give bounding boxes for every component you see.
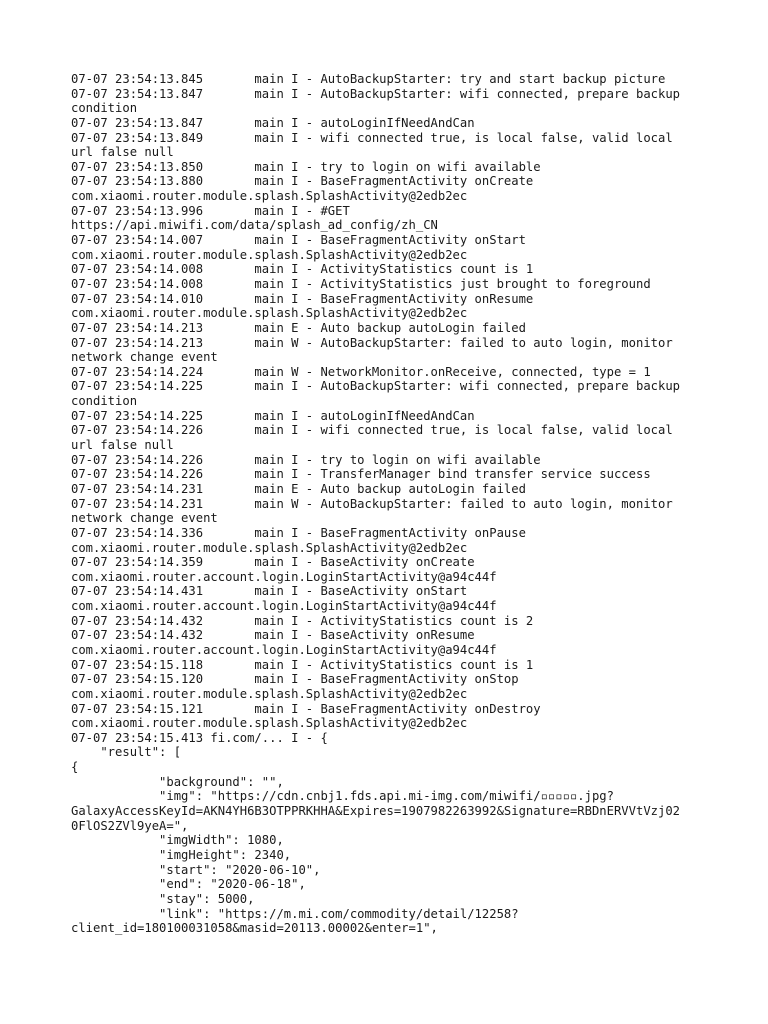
log-line: com.xiaomi.router.module.splash.SplashActivity@2edb2ec bbox=[71, 686, 468, 701]
log-line: "start": "2020-06-10", bbox=[71, 862, 321, 877]
log-line: 07-07 23:54:13.847 main I - autoLoginIfNeedAndCan bbox=[71, 115, 475, 130]
log-line: "imgHeight": 2340, bbox=[71, 847, 292, 862]
log-line: com.xiaomi.router.module.splash.SplashActivity@2edb2ec bbox=[71, 716, 468, 731]
log-line: 07-07 23:54:15.118 main I - ActivityStatistics count is 1 bbox=[71, 657, 534, 672]
log-line: 07-07 23:54:15.413 fi.com/... I - { bbox=[71, 730, 328, 745]
log-line: 07-07 23:54:14.213 main E - Auto backup autoLogin failed bbox=[71, 320, 526, 335]
log-line: com.xiaomi.router.module.splash.SplashActivity@2edb2ec bbox=[71, 189, 468, 204]
log-line: com.xiaomi.router.module.splash.SplashActivity@2edb2ec bbox=[71, 247, 468, 262]
log-line: 07-07 23:54:13.849 main I - wifi connected true, is local false, valid local bbox=[71, 130, 673, 145]
log-line: com.xiaomi.router.account.login.LoginStartActivity@a94c44f bbox=[71, 599, 497, 614]
log-line: "end": "2020-06-18", bbox=[71, 877, 306, 892]
log-line: 07-07 23:54:14.431 main I - BaseActivity onStart bbox=[71, 584, 468, 599]
log-line: 07-07 23:54:14.432 main I - ActivityStatistics count is 2 bbox=[71, 613, 534, 628]
log-line: url false null bbox=[71, 438, 174, 453]
log-line: 07-07 23:54:14.231 main E - Auto backup autoLogin failed bbox=[71, 481, 526, 496]
log-line: com.xiaomi.router.account.login.LoginStartActivity@a94c44f bbox=[71, 569, 497, 584]
log-line: 07-07 23:54:14.007 main I - BaseFragmentActivity onStart bbox=[71, 233, 526, 248]
log-line: 0FlOS2ZVl9yeA=", bbox=[71, 818, 189, 833]
log-line: url false null bbox=[71, 145, 174, 160]
log-line: 07-07 23:54:14.225 main I - autoLoginIfNeedAndCan bbox=[71, 408, 475, 423]
log-line: 07-07 23:54:14.008 main I - ActivityStatistics just brought to foreground bbox=[71, 276, 651, 291]
log-line: com.xiaomi.router.account.login.LoginStartActivity@a94c44f bbox=[71, 642, 497, 657]
log-line: 07-07 23:54:14.008 main I - ActivityStatistics count is 1 bbox=[71, 262, 534, 277]
log-line: "imgWidth": 1080, bbox=[71, 833, 284, 848]
log-document bbox=[71, 72, 711, 936]
log-line: 07-07 23:54:14.226 main I - try to login on wifi available bbox=[71, 452, 541, 467]
log-line: condition bbox=[71, 394, 138, 409]
log-line: 07-07 23:54:14.359 main I - BaseActivity onCreate bbox=[71, 555, 475, 570]
log-line: 07-07 23:54:13.880 main I - BaseFragmentActivity onCreate bbox=[71, 174, 534, 189]
log-line: 07-07 23:54:14.336 main I - BaseFragmentActivity onPause bbox=[71, 525, 526, 540]
log-line: network change event bbox=[71, 511, 218, 526]
log-line: 07-07 23:54:14.231 main W - AutoBackupStarter: failed to auto login, monitor bbox=[71, 496, 673, 511]
log-line: https://api.miwifi.com/data/splash_ad_config/zh_CN bbox=[71, 218, 438, 233]
log-line: 07-07 23:54:13.996 main I - #GET bbox=[71, 203, 350, 218]
log-line: 07-07 23:54:15.120 main I - BaseFragmentActivity onStop bbox=[71, 672, 519, 687]
log-line: 07-07 23:54:14.226 main I - wifi connected true, is local false, valid local bbox=[71, 423, 673, 438]
log-line: 07-07 23:54:14.224 main W - NetworkMonitor.onReceive, connected, type = 1 bbox=[71, 364, 651, 379]
log-line: com.xiaomi.router.module.splash.SplashActivity@2edb2ec bbox=[71, 306, 468, 321]
log-line: network change event bbox=[71, 350, 218, 365]
log-line: "img": "https://cdn.cnbj1.fds.api.mi-img.com/miwifi/▫▫▫▫▫.jpg? bbox=[71, 789, 614, 804]
log-line: { bbox=[71, 760, 79, 775]
log-line: 07-07 23:54:15.121 main I - BaseFragmentActivity onDestroy bbox=[71, 701, 541, 716]
log-line: "link": "https://m.mi.com/commodity/detail/12258? bbox=[71, 906, 519, 921]
log-line: 07-07 23:54:14.432 main I - BaseActivity onResume bbox=[71, 628, 475, 643]
log-line: "result": [ bbox=[71, 745, 182, 760]
log-line: "background": "", bbox=[71, 774, 284, 789]
log-line: 07-07 23:54:14.225 main I - AutoBackupStarter: wifi connected, prepare backup bbox=[71, 379, 681, 394]
log-line: 07-07 23:54:14.213 main W - AutoBackupStarter: failed to auto login, monitor bbox=[71, 335, 673, 350]
log-line: 07-07 23:54:14.010 main I - BaseFragmentActivity onResume bbox=[71, 291, 534, 306]
log-line: "stay": 5000, bbox=[71, 891, 255, 906]
log-line: 07-07 23:54:13.845 main I - AutoBackupStarter: try and start backup picture bbox=[71, 72, 666, 86]
log-line: condition bbox=[71, 101, 138, 116]
log-line: 07-07 23:54:13.847 main I - AutoBackupStarter: wifi connected, prepare backup bbox=[71, 86, 681, 101]
log-line: 07-07 23:54:13.850 main I - try to login on wifi available bbox=[71, 159, 541, 174]
log-line: com.xiaomi.router.module.splash.SplashActivity@2edb2ec bbox=[71, 540, 468, 555]
log-line: 07-07 23:54:14.226 main I - TransferManager bind transfer service success bbox=[71, 467, 651, 482]
log-line: client_id=180100031058&masid=20113.00002&enter=1", bbox=[71, 921, 438, 936]
log-line: GalaxyAccessKeyId=AKN4YH6B3OTPPRKHHA&Expires=1907982263992&Signature=RBDnERVVtVzj02 bbox=[71, 804, 681, 819]
